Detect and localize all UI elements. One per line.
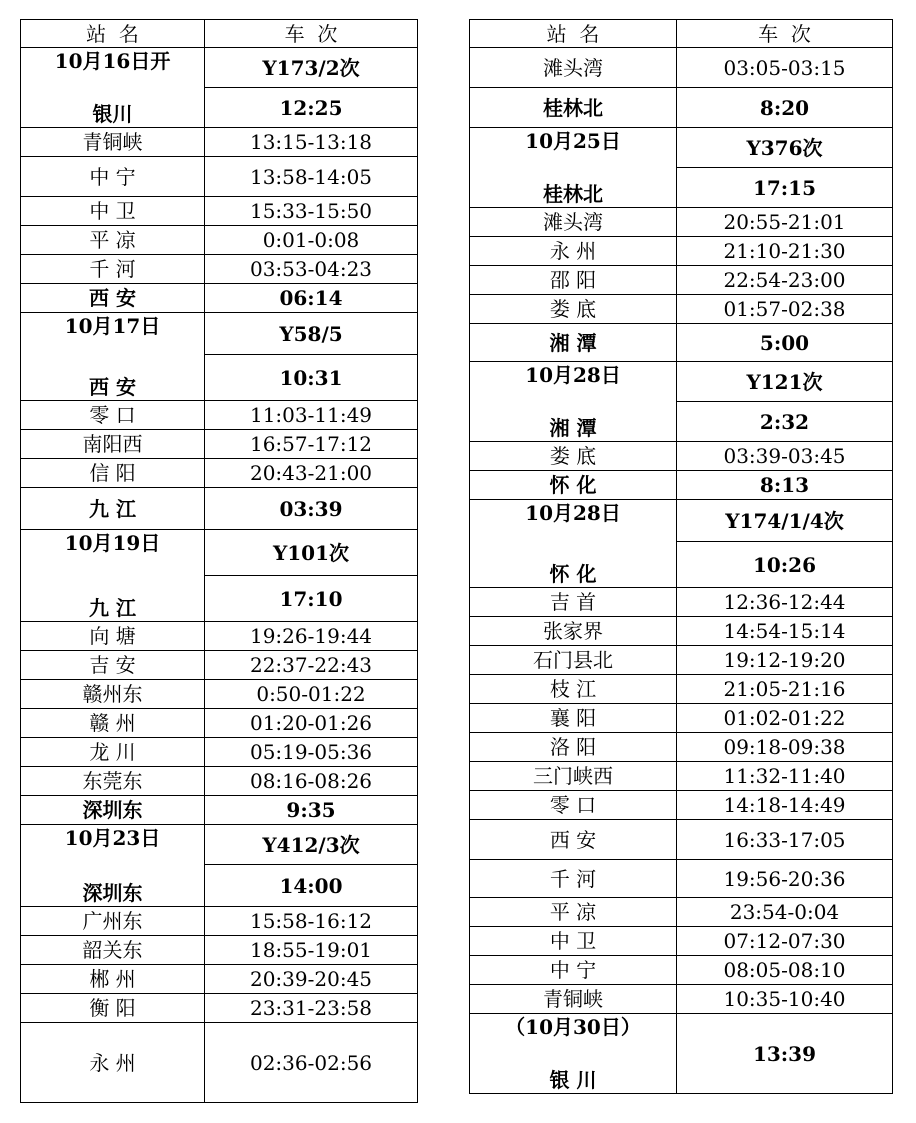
date-label: 10月28日 xyxy=(525,501,621,525)
time-cell: 09:18-09:38 xyxy=(677,733,893,762)
table-row xyxy=(470,1014,893,1054)
time-cell: 22:37-22:43 xyxy=(205,651,418,680)
station-name: 襄 阳 xyxy=(470,704,677,733)
time-cell: 06:14 xyxy=(205,284,418,313)
station-name: 深圳东 xyxy=(21,796,205,825)
station-name: 零 口 xyxy=(470,791,677,820)
table-row xyxy=(470,237,893,266)
station-name: 郴 州 xyxy=(21,965,205,994)
time-cell: 21:05-21:16 xyxy=(677,675,893,704)
table-row xyxy=(470,295,893,324)
train-number: Y58/5 xyxy=(205,313,418,355)
station-name: 中 卫 xyxy=(470,927,677,956)
station-name: 韶关东 xyxy=(21,936,205,965)
table-row xyxy=(470,820,893,860)
station-name: 中 宁 xyxy=(21,157,205,197)
table-row xyxy=(21,313,418,355)
table-row xyxy=(470,927,893,956)
timetable-right xyxy=(469,19,893,1094)
header-train: 车 次 xyxy=(677,20,893,48)
table-row xyxy=(470,985,893,1014)
time-cell: 14:18-14:49 xyxy=(677,791,893,820)
station-name: 洛 阳 xyxy=(470,733,677,762)
time-cell: 19:56-20:36 xyxy=(677,860,893,898)
time-cell: 12:36-12:44 xyxy=(677,588,893,617)
table-row xyxy=(470,500,893,542)
station-cell-merged xyxy=(21,48,205,128)
station-name: 千 河 xyxy=(470,860,677,898)
table-row xyxy=(21,651,418,680)
table-row xyxy=(21,936,418,965)
time-cell: 17:15 xyxy=(677,168,893,208)
table-row xyxy=(21,157,418,197)
table-row xyxy=(470,324,893,362)
train-number: Y174/1/4次 xyxy=(677,500,893,542)
table-row xyxy=(470,646,893,675)
table-row xyxy=(21,907,418,936)
time-cell: 19:12-19:20 xyxy=(677,646,893,675)
table-row xyxy=(21,530,418,576)
station-name: 九 江 xyxy=(21,488,205,530)
time-cell: 10:26 xyxy=(677,542,893,588)
time-cell: 8:13 xyxy=(677,471,893,500)
table-row xyxy=(470,128,893,168)
table-row xyxy=(21,48,418,88)
time-cell: 10:31 xyxy=(205,355,418,401)
station-name: 零 口 xyxy=(21,401,205,430)
train-number: Y412/3次 xyxy=(205,825,418,865)
time-cell: 14:00 xyxy=(205,865,418,907)
time-cell: 20:43-21:00 xyxy=(205,459,418,488)
time-cell: 2:32 xyxy=(677,402,893,442)
header-row xyxy=(470,20,893,48)
table-row xyxy=(470,860,893,898)
station-name: 向 塘 xyxy=(21,622,205,651)
table-row xyxy=(470,675,893,704)
time-cell: 9:35 xyxy=(205,796,418,825)
station-name: 平 凉 xyxy=(21,226,205,255)
header-station: 站 名 xyxy=(470,20,677,48)
time-cell: 21:10-21:30 xyxy=(677,237,893,266)
time-cell: 11:32-11:40 xyxy=(677,762,893,791)
table-row xyxy=(21,767,418,796)
time-cell: 17:10 xyxy=(205,576,418,622)
station-name: 九 江 xyxy=(89,596,136,620)
time-cell: 12:25 xyxy=(205,88,418,128)
table-row xyxy=(470,48,893,88)
station-name: 青铜峡 xyxy=(470,985,677,1014)
header-row xyxy=(21,20,418,48)
station-name: 湘 潭 xyxy=(470,324,677,362)
station-name: 西 安 xyxy=(89,375,136,399)
time-cell: 13:58-14:05 xyxy=(205,157,418,197)
train-number: Y101次 xyxy=(205,530,418,576)
time-cell: 8:20 xyxy=(677,88,893,128)
date-label: 10月25日 xyxy=(525,129,621,153)
time-cell: 10:35-10:40 xyxy=(677,985,893,1014)
station-name: 西 安 xyxy=(21,284,205,313)
date-label: （10月30日） xyxy=(505,1015,641,1039)
station-name: 湘 潭 xyxy=(549,416,597,440)
time-cell: 01:02-01:22 xyxy=(677,704,893,733)
table-row xyxy=(470,733,893,762)
station-cell-merged xyxy=(470,128,677,208)
table-row xyxy=(21,488,418,530)
time-cell: 0:01-0:08 xyxy=(205,226,418,255)
station-name: 龙 川 xyxy=(21,738,205,767)
station-name: 桂林北 xyxy=(543,182,603,206)
station-cell-merged xyxy=(21,825,205,907)
table-row xyxy=(21,430,418,459)
time-cell: 18:55-19:01 xyxy=(205,936,418,965)
table-row xyxy=(470,898,893,927)
table-row xyxy=(470,762,893,791)
table-row xyxy=(470,471,893,500)
station-name: 吉 安 xyxy=(21,651,205,680)
station-name: 枝 江 xyxy=(470,675,677,704)
time-cell: 19:26-19:44 xyxy=(205,622,418,651)
station-name: 平 凉 xyxy=(470,898,677,927)
station-name: 永 州 xyxy=(470,237,677,266)
date-label: 10月17日 xyxy=(64,314,161,338)
station-name: 青铜峡 xyxy=(21,128,205,157)
time-cell: 01:57-02:38 xyxy=(677,295,893,324)
station-name: 赣 州 xyxy=(21,709,205,738)
station-name: 张家界 xyxy=(470,617,677,646)
header-train: 车 次 xyxy=(205,20,418,48)
train-number: Y121次 xyxy=(677,362,893,402)
table-row xyxy=(470,956,893,985)
time-cell: 03:39 xyxy=(205,488,418,530)
table-row xyxy=(21,284,418,313)
table-row xyxy=(470,266,893,295)
table-row xyxy=(21,965,418,994)
date-label: 10月28日 xyxy=(525,363,621,387)
time-cell: 13:39 xyxy=(677,1014,893,1094)
station-name: 中 宁 xyxy=(470,956,677,985)
station-name: 千 河 xyxy=(21,255,205,284)
time-cell: 15:58-16:12 xyxy=(205,907,418,936)
station-name: 怀 化 xyxy=(549,562,597,586)
station-name: 赣州东 xyxy=(21,680,205,709)
table-row xyxy=(470,88,893,128)
table-row xyxy=(21,255,418,284)
time-cell: 02:36-02:56 xyxy=(205,1023,418,1103)
station-name: 石门县北 xyxy=(470,646,677,675)
time-cell: 20:39-20:45 xyxy=(205,965,418,994)
date-label: 10月19日 xyxy=(64,531,161,555)
station-name: 南阳西 xyxy=(21,430,205,459)
time-cell: 23:31-23:58 xyxy=(205,994,418,1023)
table-row xyxy=(21,796,418,825)
table-row xyxy=(21,459,418,488)
station-name: 广州东 xyxy=(21,907,205,936)
station-name: 信 阳 xyxy=(21,459,205,488)
station-name: 邵 阳 xyxy=(470,266,677,295)
time-cell: 01:20-01:26 xyxy=(205,709,418,738)
station-name: 怀 化 xyxy=(470,471,677,500)
time-cell: 03:53-04:23 xyxy=(205,255,418,284)
station-name: 滩头湾 xyxy=(470,48,677,88)
table-row xyxy=(21,738,418,767)
time-cell: 15:33-15:50 xyxy=(205,197,418,226)
time-cell: 03:39-03:45 xyxy=(677,442,893,471)
time-cell: 05:19-05:36 xyxy=(205,738,418,767)
table-row xyxy=(470,617,893,646)
time-cell: 20:55-21:01 xyxy=(677,208,893,237)
time-cell: 11:03-11:49 xyxy=(205,401,418,430)
time-cell: 08:16-08:26 xyxy=(205,767,418,796)
train-number: Y173/2次 xyxy=(205,48,418,88)
time-cell: 03:05-03:15 xyxy=(677,48,893,88)
table-row xyxy=(21,709,418,738)
table-row xyxy=(470,791,893,820)
station-cell-merged xyxy=(470,1014,677,1094)
table-row xyxy=(470,362,893,402)
table-row xyxy=(21,226,418,255)
table-row xyxy=(21,825,418,865)
table-row xyxy=(21,680,418,709)
time-cell: 14:54-15:14 xyxy=(677,617,893,646)
table-row xyxy=(21,197,418,226)
time-cell: 16:33-17:05 xyxy=(677,820,893,860)
station-name: 西 安 xyxy=(470,820,677,860)
table-row xyxy=(21,401,418,430)
station-cell-merged xyxy=(470,362,677,442)
station-name: 银川 xyxy=(92,102,133,126)
time-cell: 5:00 xyxy=(677,324,893,362)
train-number: Y376次 xyxy=(677,128,893,168)
time-cell: 23:54-0:04 xyxy=(677,898,893,927)
table-row xyxy=(470,588,893,617)
station-name: 娄 底 xyxy=(470,295,677,324)
station-name: 永 州 xyxy=(21,1023,205,1103)
table-row xyxy=(21,1023,418,1103)
time-cell: 0:50-01:22 xyxy=(205,680,418,709)
time-cell: 22:54-23:00 xyxy=(677,266,893,295)
station-name: 东莞东 xyxy=(21,767,205,796)
time-cell: 08:05-08:10 xyxy=(677,956,893,985)
station-name: 中 卫 xyxy=(21,197,205,226)
station-name: 三门峡西 xyxy=(470,762,677,791)
date-label: 10月16日开 xyxy=(54,49,171,73)
station-name: 滩头湾 xyxy=(470,208,677,237)
station-cell-merged xyxy=(470,500,677,588)
table-row xyxy=(21,994,418,1023)
station-cell-merged xyxy=(21,530,205,622)
station-name: 吉 首 xyxy=(470,588,677,617)
time-cell: 13:15-13:18 xyxy=(205,128,418,157)
time-cell: 07:12-07:30 xyxy=(677,927,893,956)
station-name: 银 川 xyxy=(549,1068,597,1092)
station-name: 娄 底 xyxy=(470,442,677,471)
timetable-left xyxy=(20,19,418,1103)
table-row xyxy=(21,622,418,651)
station-name: 桂林北 xyxy=(470,88,677,128)
table-row xyxy=(470,704,893,733)
time-cell: 16:57-17:12 xyxy=(205,430,418,459)
table-row xyxy=(470,442,893,471)
table-row xyxy=(470,208,893,237)
station-name: 深圳东 xyxy=(82,881,143,905)
table-row xyxy=(21,128,418,157)
station-cell-merged xyxy=(21,313,205,401)
header-station: 站 名 xyxy=(21,20,205,48)
date-label: 10月23日 xyxy=(64,826,161,850)
station-name: 衡 阳 xyxy=(21,994,205,1023)
